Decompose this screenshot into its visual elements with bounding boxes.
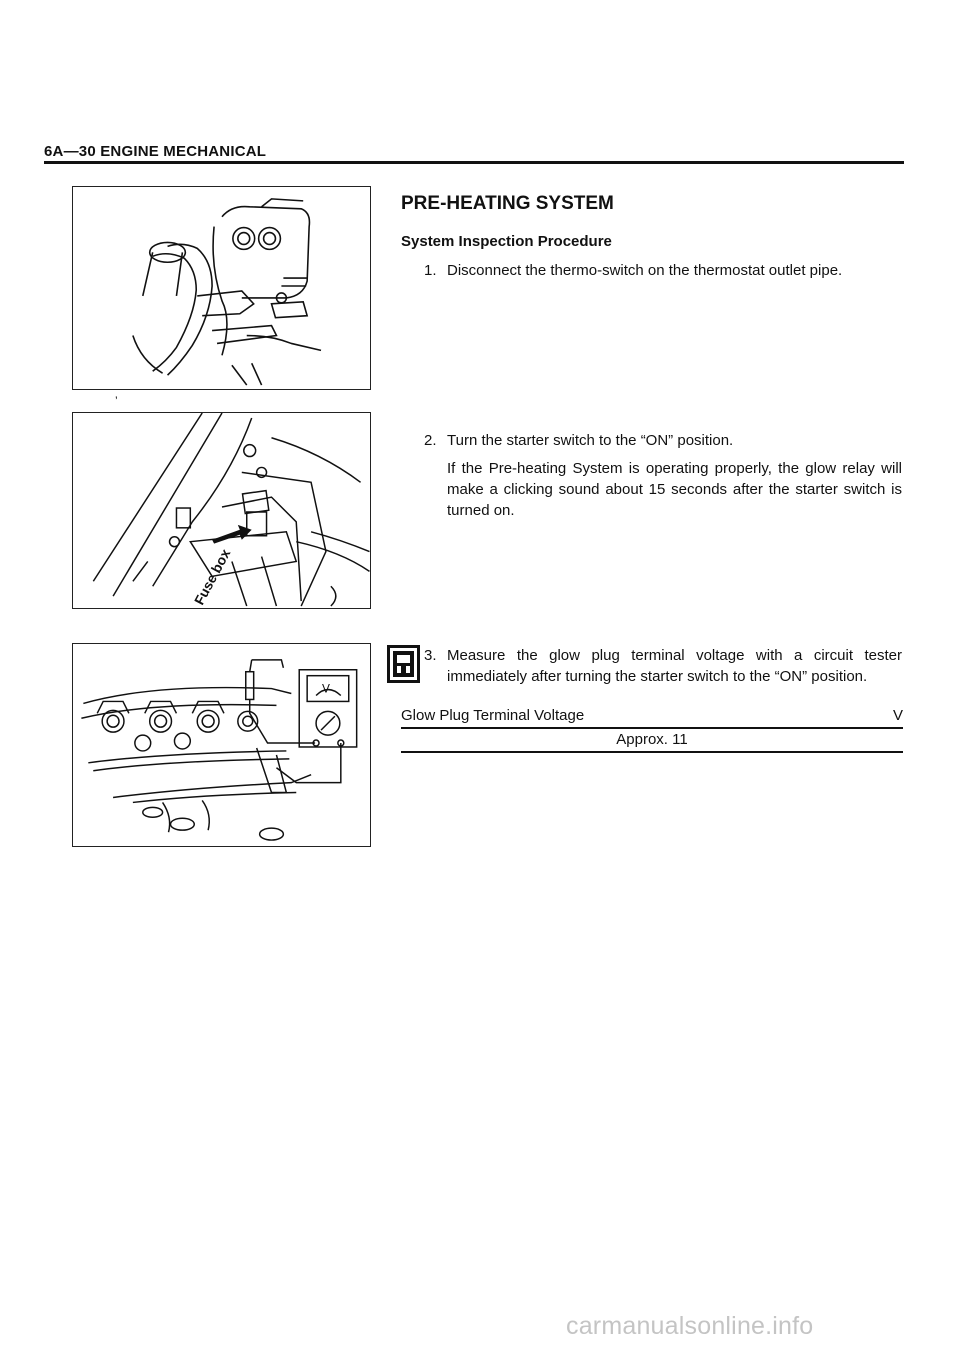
- glow-plug-measurement-illustration: [73, 644, 370, 846]
- meter-label: V: [322, 681, 330, 696]
- step-3: [424, 645, 902, 687]
- figure-fuse-box: [72, 412, 371, 609]
- header-rule: [44, 161, 904, 164]
- fuse-box-label: Fuse box: [190, 546, 234, 608]
- figure-glow-plug-measurement: [72, 643, 371, 847]
- header-title: 6A—30 ENGINE MECHANICAL: [44, 143, 267, 160]
- figure-thermo-switch: [72, 186, 371, 390]
- watermark: carmanualsonline.info: [566, 1312, 814, 1340]
- step-2-note: If the Pre-heating System is operating properly, the glow relay will make a clicking sound about 15 seconds after the starter switch is turned on.: [447, 460, 902, 519]
- step-1: [424, 260, 902, 281]
- spec-unit: V: [893, 707, 904, 724]
- stray-mark: ’: [115, 394, 118, 408]
- section-title: PRE-HEATING SYSTEM: [401, 193, 614, 214]
- step-2: [424, 430, 902, 451]
- spec-value: Approx. 11: [616, 731, 688, 748]
- fuse-box-illustration: [73, 413, 370, 608]
- step-number: 1.: [424, 262, 437, 279]
- spec-rule-bottom: [401, 751, 903, 753]
- step-number: 3.: [424, 647, 437, 664]
- subheading: System Inspection Procedure: [401, 233, 612, 250]
- step-text: Measure the glow plug terminal voltage with a circuit tester immediately after turning the starter switch to the “ON” position.: [447, 647, 902, 685]
- step-text: Turn the starter switch to the “ON” position.: [447, 432, 734, 449]
- thermo-switch-illustration: [73, 187, 370, 389]
- step-text: Disconnect the thermo-switch on the thermostat outlet pipe.: [447, 262, 843, 279]
- spec-rule-top: [401, 727, 903, 729]
- spec-label: Glow Plug Terminal Voltage: [401, 707, 585, 724]
- step-number: 2.: [424, 432, 437, 449]
- circuit-tester-icon: [387, 645, 420, 683]
